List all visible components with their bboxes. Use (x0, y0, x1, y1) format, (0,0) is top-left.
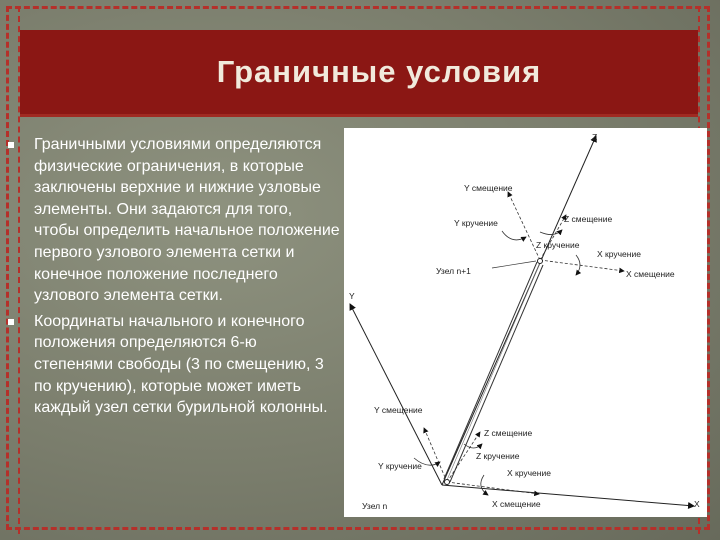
top-node-label: Узел n+1 (436, 266, 471, 276)
bullet-item (4, 311, 340, 419)
bottom-node-label: Узел n (362, 501, 388, 511)
page-title: Граничные условия (216, 54, 542, 89)
top-x-shift-label: X смещение (626, 269, 675, 279)
bullet-text: Координаты начального и конечного положения определяются 6-ю степенями свободы (3 по смещению, 3 по кручению), которые может иметь каждый узел сетки бурильной колонны. (34, 312, 328, 417)
node-diagram (344, 128, 707, 517)
element-edge (450, 265, 543, 482)
top-node-z-axis (540, 215, 566, 260)
top-x-twist-label: X кручение (597, 249, 641, 259)
axis-z-label: Z (592, 132, 598, 142)
global-y-axis (350, 304, 442, 485)
bottom-node-point (445, 480, 450, 485)
top-y-shift-label: Y смещение (464, 183, 513, 193)
top-node-x-axis (540, 260, 624, 271)
title-bar (20, 30, 698, 117)
element-edge (447, 263, 540, 480)
axis-x-label: X (694, 499, 700, 509)
bullet-item (4, 134, 340, 307)
element-edge (444, 262, 537, 479)
bottom-x-twist-arc (481, 475, 488, 495)
bottom-node-y-axis (424, 428, 447, 482)
bullet-marker (8, 142, 14, 148)
bottom-z-shift-label: Z смещение (484, 428, 533, 438)
top-node-point (538, 259, 543, 264)
bottom-z-twist-arc (464, 444, 482, 448)
top-y-twist-arc (502, 231, 526, 240)
top-y-twist-label: Y кручение (454, 218, 498, 228)
top-z-shift-label: Z смещение (564, 214, 613, 224)
diagram-svg (344, 128, 707, 517)
bottom-y-shift-label: Y смещение (374, 405, 423, 415)
global-x-axis (442, 485, 694, 506)
bottom-z-twist-label: Z кручение (476, 451, 520, 461)
top-z-twist-label: Z кручение (536, 240, 580, 250)
bullet-text: Граничными условиями определяются физические ограничения, в которые заключены верхние и нижние узловые элементы. Они задаются для того, чтобы определить начальное положение первого узлового элемента сетки и конечное положение последнего узлового элемента сетки. (34, 136, 340, 305)
bottom-x-shift-label: X смещение (492, 499, 541, 509)
bottom-y-twist-label: Y кручение (378, 461, 422, 471)
bottom-x-twist-label: X кручение (507, 468, 551, 478)
bullet-marker (8, 319, 14, 325)
bullet-list (4, 134, 340, 423)
axis-y-label: Y (349, 291, 355, 301)
top-node-leader (492, 261, 536, 268)
top-z-twist-arc (540, 230, 562, 235)
